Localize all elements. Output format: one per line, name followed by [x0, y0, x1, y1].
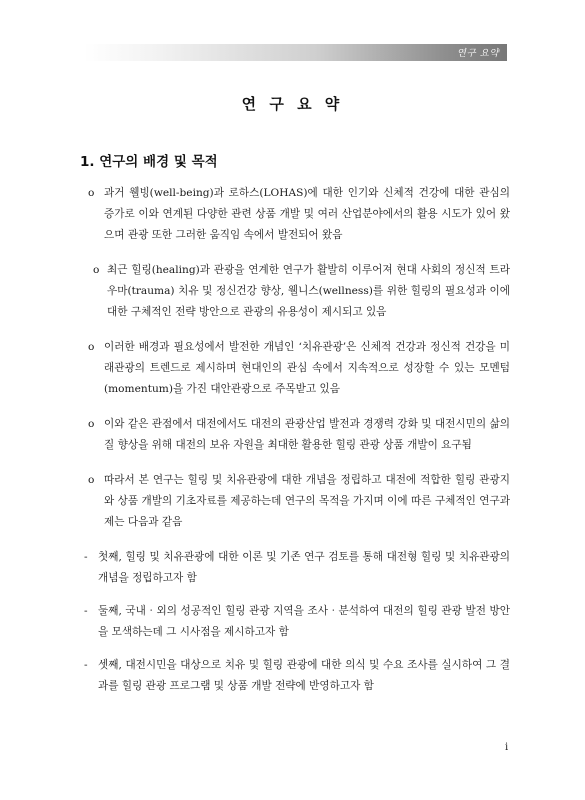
bullet-paragraph: [84, 183, 510, 246]
bullet-marker: o: [88, 474, 95, 486]
dash-paragraph: [84, 601, 510, 643]
paragraph-text: 최근 힐링(healing)과 관광을 연계한 연구가 활발히 이루어져 현대 사회의 정신적 트라우마(trauma) 치유 및 정신건강 향상, 웰니스(wellness)를 위한 힐링의 필요성과 이에 대한 구체적인 전략 방안으로 관광의 유용성이 제시되고 있음: [107, 264, 510, 318]
paragraph-text: 이와 같은 관점에서 대전에서도 대전의 관광산업 발전과 경쟁력 강화 및 대전시민의 삶의 질 향상을 위해 대전의 보유 자원을 최대한 활용한 힐링 관광 상품 개발이 요구됨: [104, 418, 510, 451]
dash-paragraph: [84, 547, 510, 589]
page-title: 연 구 요 약: [241, 95, 344, 113]
bullet-paragraph: [84, 260, 510, 323]
running-header: [84, 44, 507, 61]
page-number: i: [505, 742, 509, 753]
bullet-marker: o: [88, 418, 95, 430]
dash-marker: -: [84, 659, 88, 671]
paragraph-text: 첫째, 힐링 및 치유관광에 대한 이론 및 기존 연구 검토를 통해 대전형 힐링 및 치유관광의 개념을 정립하고자 함: [98, 551, 510, 584]
bullet-paragraph: [84, 470, 510, 533]
paragraph-text: 과거 웰빙(well-being)과 로하스(LOHAS)에 대한 인기와 신체적 건강에 대한 관심의 증가로 이와 연계된 다양한 관련 상품 개발 및 여러 산업분야에서의 활용 시도가 있어 왔으며 관광 또한 그러한 움직임 속에서 발전되어 왔음: [104, 187, 510, 241]
bullet-paragraph: [84, 414, 510, 456]
bullet-paragraph: [84, 337, 510, 400]
bullet-marker: o: [93, 264, 100, 276]
running-header-label: 연구 요약: [456, 48, 499, 59]
dash-marker: -: [84, 605, 88, 617]
paragraph-text: 따라서 본 연구는 힐링 및 치유관광에 대한 개념을 정립하고 대전에 적합한 힐링 관광지와 상품 개발의 기초자료를 제공하는데 연구의 목적을 가지며 이에 따른 구체적인 연구과제는 다음과 같음: [104, 474, 510, 528]
dash-marker: -: [84, 551, 88, 563]
paragraph-text: 셋째, 대전시민을 대상으로 치유 및 힐링 관광에 대한 의식 및 수요 조사를 실시하여 그 결과를 힐링 관광 프로그램 및 상품 개발 전략에 반영하고자 함: [98, 659, 510, 692]
dash-paragraph: [84, 655, 510, 697]
paragraph-text: 둘째, 국내‧외의 성공적인 힐링 관광 지역을 조사‧분석하여 대전의 힐링 관광 발전 방안을 모색하는데 그 시사점을 제시하고자 함: [98, 605, 510, 638]
paragraph-text: 이러한 배경과 필요성에서 발전한 개념인 ‘치유관광’은 신체적 건강과 정신적 건강을 미래관광의 트렌드로 제시하며 현대인의 관심 속에서 지속적으로 성장할 수 있는 모멘텀(momentum)을 가진 대안관광으로 주목받고 있음: [104, 341, 510, 395]
bullet-marker: o: [88, 187, 95, 199]
body-content: [84, 183, 510, 709]
section-heading: 1. 연구의 배경 및 목적: [80, 154, 218, 170]
bullet-marker: o: [88, 341, 95, 353]
